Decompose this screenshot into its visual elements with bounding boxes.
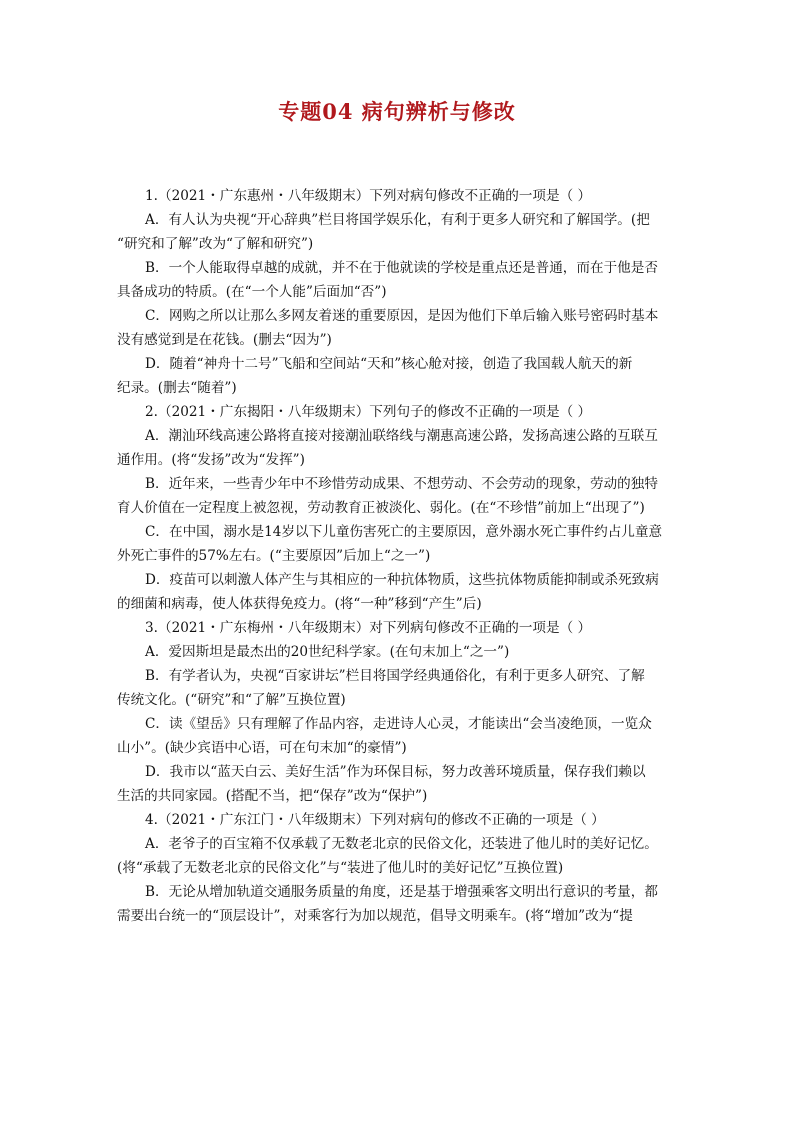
question-4-option-a: A．老爷子的百宝箱不仅承载了无数老北京的民俗文化，还装进了他儿时的美好记忆。 xyxy=(145,836,658,852)
question-3-stem: 3.（2021・广东梅州・八年级期末）对下列病句修改不正确的一项是（ ） xyxy=(145,620,592,636)
question-3-option-c: C．读《望岳》只有理解了作品内容，走进诗人心灵，才能读出“会当凌绝顶，一览众 xyxy=(145,716,652,732)
question-3-option-c-cont: 山小”。(缺少宾语中心语，可在句末加“的豪情”) xyxy=(117,740,407,756)
question-1-option-a-cont: “研究和了解”改为“了解和研究”) xyxy=(117,236,314,252)
question-2-option-b-cont: 育人价值在一定程度上被忽视，劳动教育正被淡化、弱化。(在“不珍惜”前加上“出现了”) xyxy=(117,500,645,516)
question-1-option-d-cont: 纪录。(删去“随着”) xyxy=(117,380,237,396)
question-3-option-d-cont: 生活的共同家园。(搭配不当，把“保存”改为“保护”) xyxy=(117,788,428,804)
question-4-option-b: B．无论从增加轨道交通服务质量的角度，还是基于增强乘客文明出行意识的考量，都 xyxy=(145,884,658,900)
question-2-option-a: A．潮汕环线高速公路将直接对接潮汕联络线与潮惠高速公路，发扬高速公路的互联互 xyxy=(145,428,658,444)
question-2-option-c-cont: 外死亡事件的57%左右。(“主要原因”后加上“之一”) xyxy=(117,548,431,564)
question-1-option-b: B．一个人能取得卓越的成就，并不在于他就读的学校是重点还是普通，而在于他是否 xyxy=(145,260,658,276)
question-4-option-a-cont: (将“承载了无数老北京的民俗文化”与“装进了他儿时的美好记忆”互换位置) xyxy=(117,860,564,876)
page-title: 专题04 病句辨析与修改 xyxy=(278,99,516,124)
question-2-option-c: C．在中国，溺水是14岁以下儿童伤害死亡的主要原因，意外溺水死亡事件约占儿童意 xyxy=(145,524,663,540)
question-2-option-d-cont: 的细菌和病毒，使人体获得免疫力。(将“一种”移到“产生”后) xyxy=(117,596,482,612)
question-1-option-a: A．有人认为央视“开心辞典”栏目将国学娱乐化，有利于更多人研究和了解国学。(把 xyxy=(145,212,650,228)
question-2-option-b: B．近年来，一些青少年中不珍惜劳动成果、不想劳动、不会劳动的现象，劳动的独特 xyxy=(145,476,658,492)
question-2-option-d: D．疫苗可以刺激人体产生与其相应的一种抗体物质，这些抗体物质能抑制或杀死致病 xyxy=(145,572,659,588)
question-3-option-b-cont: 传统文化。(“研究”和“了解”互换位置) xyxy=(117,692,346,708)
document-body xyxy=(117,184,679,928)
question-4-option-b-cont: 需要出台统一的“顶层设计”，对乘客行为加以规范，倡导文明乘车。(将“增加”改为“提 xyxy=(117,908,633,924)
question-3-option-a: A．爱因斯坦是最杰出的20世纪科学家。(在句末加上“之一”) xyxy=(145,644,510,660)
question-3-option-d: D．我市以“蓝天白云、美好生活”作为环保目标，努力改善环境质量，保存我们赖以 xyxy=(145,764,646,780)
question-1-option-d: D．随着“神舟十二号”飞船和空间站“天和”核心舱对接，创造了我国载人航天的新 xyxy=(145,356,633,372)
question-4-stem: 4.（2021・广东江门・八年级期末）下列对病句的修改不正确的一项是（ ） xyxy=(145,812,605,828)
question-3-option-b: B．有学者认为，央视“百家讲坛”栏目将国学经典通俗化，有利于更多人研究、了解 xyxy=(145,668,645,684)
question-1-option-b-cont: 具备成功的特质。(在“一个人能”后面加“否”) xyxy=(117,284,387,300)
question-2-stem: 2.（2021・广东揭阳・八年级期末）下列句子的修改不正确的一项是（ ） xyxy=(145,404,592,420)
question-2-option-a-cont: 通作用。(将“发扬”改为“发挥”) xyxy=(117,452,305,468)
question-1-option-c-cont: 没有感觉到是在花钱。(删去“因为”) xyxy=(117,332,332,348)
question-1-option-c: C．网购之所以让那么多网友着迷的重要原因，是因为他们下单后输入账号密码时基本 xyxy=(145,308,659,324)
question-1-stem: 1.（2021・广东惠州・八年级期末）下列对病句修改不正确的一项是（ ） xyxy=(145,188,592,204)
